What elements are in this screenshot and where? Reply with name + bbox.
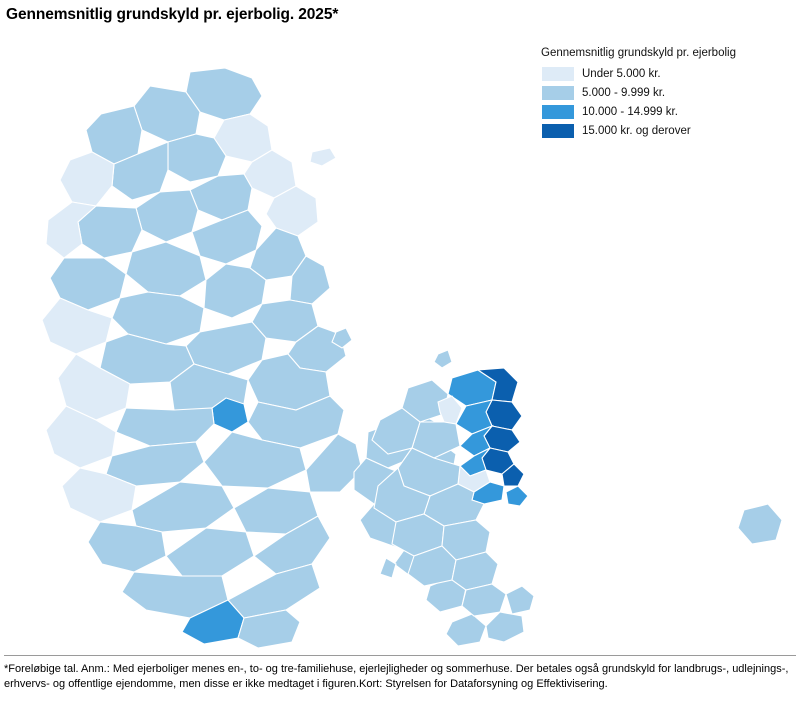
legend-swatch	[541, 85, 575, 101]
legend-label: Under 5.000 kr.	[582, 67, 661, 80]
region-polygon	[166, 528, 254, 576]
region-polygon	[136, 190, 198, 242]
legend-label: 15.000 kr. og derover	[582, 124, 691, 137]
legend-swatch	[541, 66, 575, 82]
region-polygon	[42, 298, 112, 354]
legend-label: 10.000 - 14.999 kr.	[582, 105, 678, 118]
region-polygon	[60, 152, 114, 206]
page-title: Gennemsnitlig grundskyld pr. ejerbolig. 2025*	[6, 6, 339, 23]
region-polygon	[126, 242, 206, 296]
legend-label: 5.000 - 9.999 kr.	[582, 86, 666, 99]
region-polygon	[310, 148, 336, 166]
legend-swatch	[541, 123, 575, 139]
legend-item[interactable]	[541, 84, 796, 101]
legend-item[interactable]	[541, 65, 796, 82]
legend-title: Gennemsnitlig grundskyld pr. ejerbolig	[541, 47, 736, 59]
region-polygon	[116, 408, 214, 446]
region-polygon	[380, 558, 396, 578]
region-polygon	[506, 486, 528, 506]
legend-swatch	[541, 104, 575, 120]
region-polygon	[738, 504, 782, 544]
region-polygon	[132, 482, 234, 532]
map-legend	[541, 47, 796, 141]
legend-item[interactable]	[541, 122, 796, 139]
region-polygon	[486, 612, 524, 642]
region-polygon	[446, 614, 486, 646]
footnote: *Foreløbige tal. Anm.: Med ejerboliger menes en-, to- og tre-familiehuse, ejerlejligheder og sommerhuse. Der betales også grundskyld for landbrugs-, udlejnings-, erhvervs- og offentlige ejendomme, men disse er ikke medtaget i figuren.Kort: Styrelsen for Dataforsyning og Effektivisering.	[4, 655, 796, 691]
region-polygon	[192, 210, 262, 264]
region-polygon	[434, 350, 452, 368]
region-polygon	[506, 586, 534, 614]
map-regions	[42, 68, 782, 648]
legend-item[interactable]	[541, 103, 796, 120]
